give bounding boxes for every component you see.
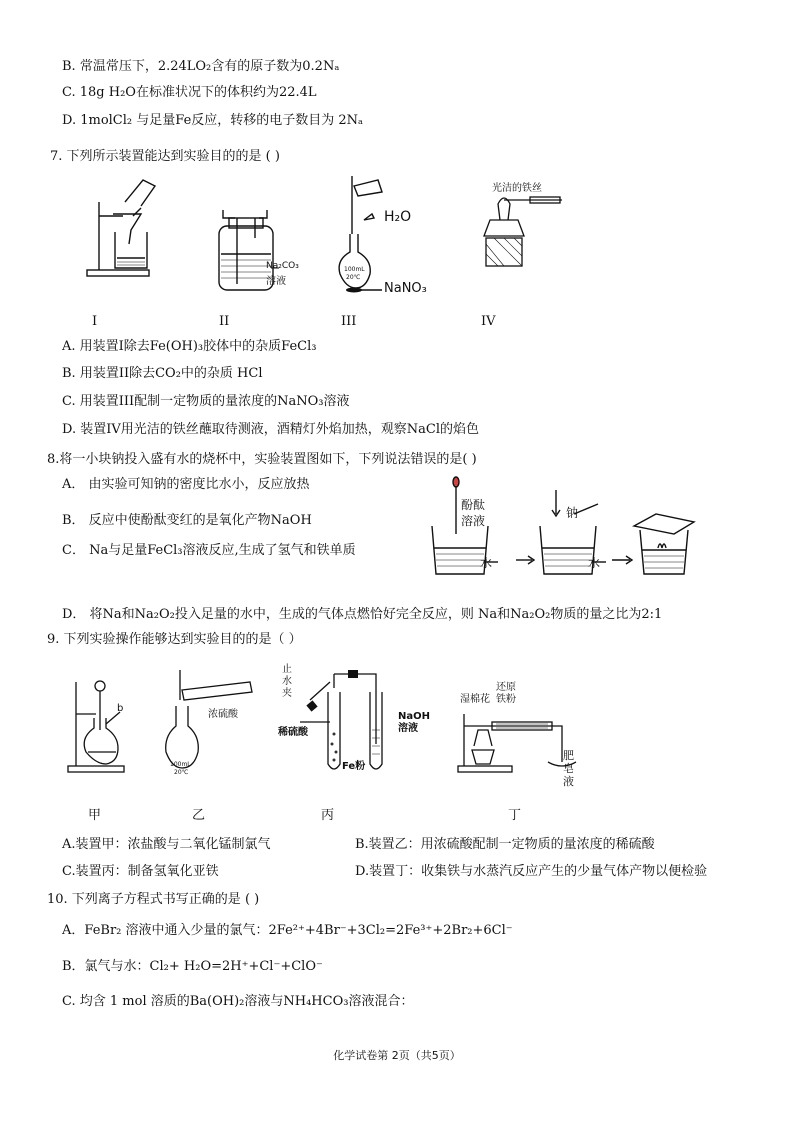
q9-fig-label-naoh-solution: 溶液 (398, 723, 418, 734)
q9-fig-label-soap-1: 肥 (563, 749, 574, 762)
q9-option-a: A.装置甲：浓盐酸与二氧化锰制氯气 (62, 837, 271, 852)
q8-fig-label-solution: 溶液 (461, 514, 486, 528)
q9-fig-label-clamp: 夹 (282, 688, 292, 699)
q7-fig2-label-na2co3: Na₂CO₃ (266, 261, 299, 271)
q8-option-d: D． 将Na和Na₂O₂投入足量的水中，生成的气体点燃恰好完全反应，则 Na和Na₂O₂物质的量之比为2:1 (62, 607, 663, 622)
q9-fig-label-dilute-h2so4: 稀硫酸 (278, 727, 308, 738)
q7-figure-label-iv: IV (481, 314, 496, 329)
q7-fig3-label-h2o: H₂O (384, 209, 412, 225)
q8-fig-label-sodium: 钠 (566, 506, 579, 520)
q8-option-c: C． Na与足量FeCl₃溶液反应,生成了氢气和铁单质 (62, 543, 356, 558)
q7-option-b: B. 用装置II除去CO₂中的杂质 HCl (62, 366, 263, 381)
q7-stem: 7. 下列所示装置能达到实验目的的是 ( ) (50, 149, 280, 164)
q8-fig-label-phenolphthalein: 酚酞 (461, 498, 486, 512)
q6-option-c: C. 18g H₂O在标准状况下的体积约为22.4L (62, 85, 317, 100)
q9-figure-label-jia: 甲 (88, 808, 102, 823)
q9-fig-label-b: b (117, 703, 124, 714)
q7-option-d: D. 装置IV用光洁的铁丝蘸取待测液，酒精灯外焰加热，观察NaCl的焰色 (62, 422, 479, 437)
q9-fig-label-100ml: 100mL (170, 761, 191, 768)
q9-figure-label-yi: 乙 (192, 808, 206, 823)
q7-figure-label-iii: III (341, 314, 357, 329)
q8-option-a: A． 由实验可知钠的密度比水小，反应放热 (62, 477, 310, 492)
q7-figure-i-filtration (85, 172, 165, 282)
q8-stem: 8.将一小块钠投入盛有水的烧杯中，实验装置图如下，下列说法错误的是( ) (47, 452, 477, 467)
q7-fig2-label-solution: 溶液 (266, 276, 286, 287)
q10-option-a: A．FeBr₂ 溶液中通入少量的氯气：2Fe²⁺+4Br⁻+3Cl₂=2Fe³⁺+2Br₂+6Cl⁻ (62, 923, 513, 938)
q6-option-d: D. 1molCl₂ 与足量Fe反应，转移的电子数目为 2Nₐ (62, 113, 364, 128)
q7-fig3-pointer-line (354, 288, 384, 292)
page-footer: 化学试卷第 2页（共5页） (333, 1049, 461, 1062)
q9-figure-jia-cl2-generator (66, 666, 136, 776)
q8-option-b: B． 反应中使酚酞变红的是氧化产物NaOH (62, 513, 312, 528)
q7-figure-label-ii: II (219, 314, 230, 329)
q8-fig-label-water-1: 水 (480, 556, 493, 570)
q9-option-d: D.装置丁：收集铁与水蒸汽反应产生的少量气体产物以便检验 (355, 864, 708, 879)
q7-fig3-label-100ml: 100mL (344, 266, 365, 273)
q7-fig3-label-20c: 20℃ (346, 274, 361, 281)
q9-figure-label-bing: 丙 (321, 808, 335, 823)
q10-stem: 10. 下列离子方程式书写正确的是 ( ) (47, 892, 260, 907)
q9-fig-label-naoh: NaOH (398, 711, 430, 722)
q9-fig-label-fe-powder: Fe粉 (342, 761, 366, 772)
q7-figure-ii-gas-washing-bottle (205, 208, 315, 298)
q9-fig-label-conc-h2so4: 浓硫酸 (208, 709, 238, 720)
q6-option-b: B. 常温常压下，2.24LO₂含有的原子数为0.2Nₐ (62, 59, 340, 74)
q9-fig-label-soap-3: 液 (563, 775, 574, 788)
q9-option-c: C.装置丙：制备氢氧化亚铁 (62, 864, 219, 879)
q9-fig-label-iron-powder: 铁粉 (496, 694, 516, 705)
q10-option-c: C. 均含 1 mol 溶质的Ba(OH)₂溶液与NH₄HCO₃溶液混合： (62, 994, 414, 1009)
q9-fig-label-20c: 20℃ (174, 769, 189, 776)
q9-fig-label-soap-2: 皂 (563, 762, 574, 775)
q9-figure-label-ding: 丁 (508, 808, 522, 823)
q10-option-b: B．氯气与水：Cl₂+ H₂O=2H⁺+Cl⁻+ClO⁻ (62, 959, 323, 974)
q7-figure-label-i: I (92, 314, 98, 329)
q9-option-b: B.装置乙：用浓硫酸配制一定物质的量浓度的稀硫酸 (355, 837, 655, 852)
q9-fig-label-stop: 止 (282, 664, 292, 675)
q7-option-a: A. 用装置I除去Fe(OH)₃胶体中的杂质FeCl₃ (62, 339, 317, 354)
q7-fig3-label-nano3: NaNO₃ (384, 281, 427, 296)
q9-fig-label-water: 水 (282, 676, 292, 687)
q9-fig-label-wet-cotton: 湿棉花 (460, 694, 490, 705)
q9-fig-label-reduced: 还原 (496, 682, 516, 693)
q8-fig-label-water-2: 水 (588, 556, 601, 570)
q9-stem: 9. 下列实验操作能够达到实验目的的是（ ） (47, 632, 302, 647)
q7-fig4-label-iron-wire: 光洁的铁丝 (492, 183, 542, 194)
q7-option-c: C. 用装置III配制一定物质的量浓度的NaNO₃溶液 (62, 394, 350, 409)
